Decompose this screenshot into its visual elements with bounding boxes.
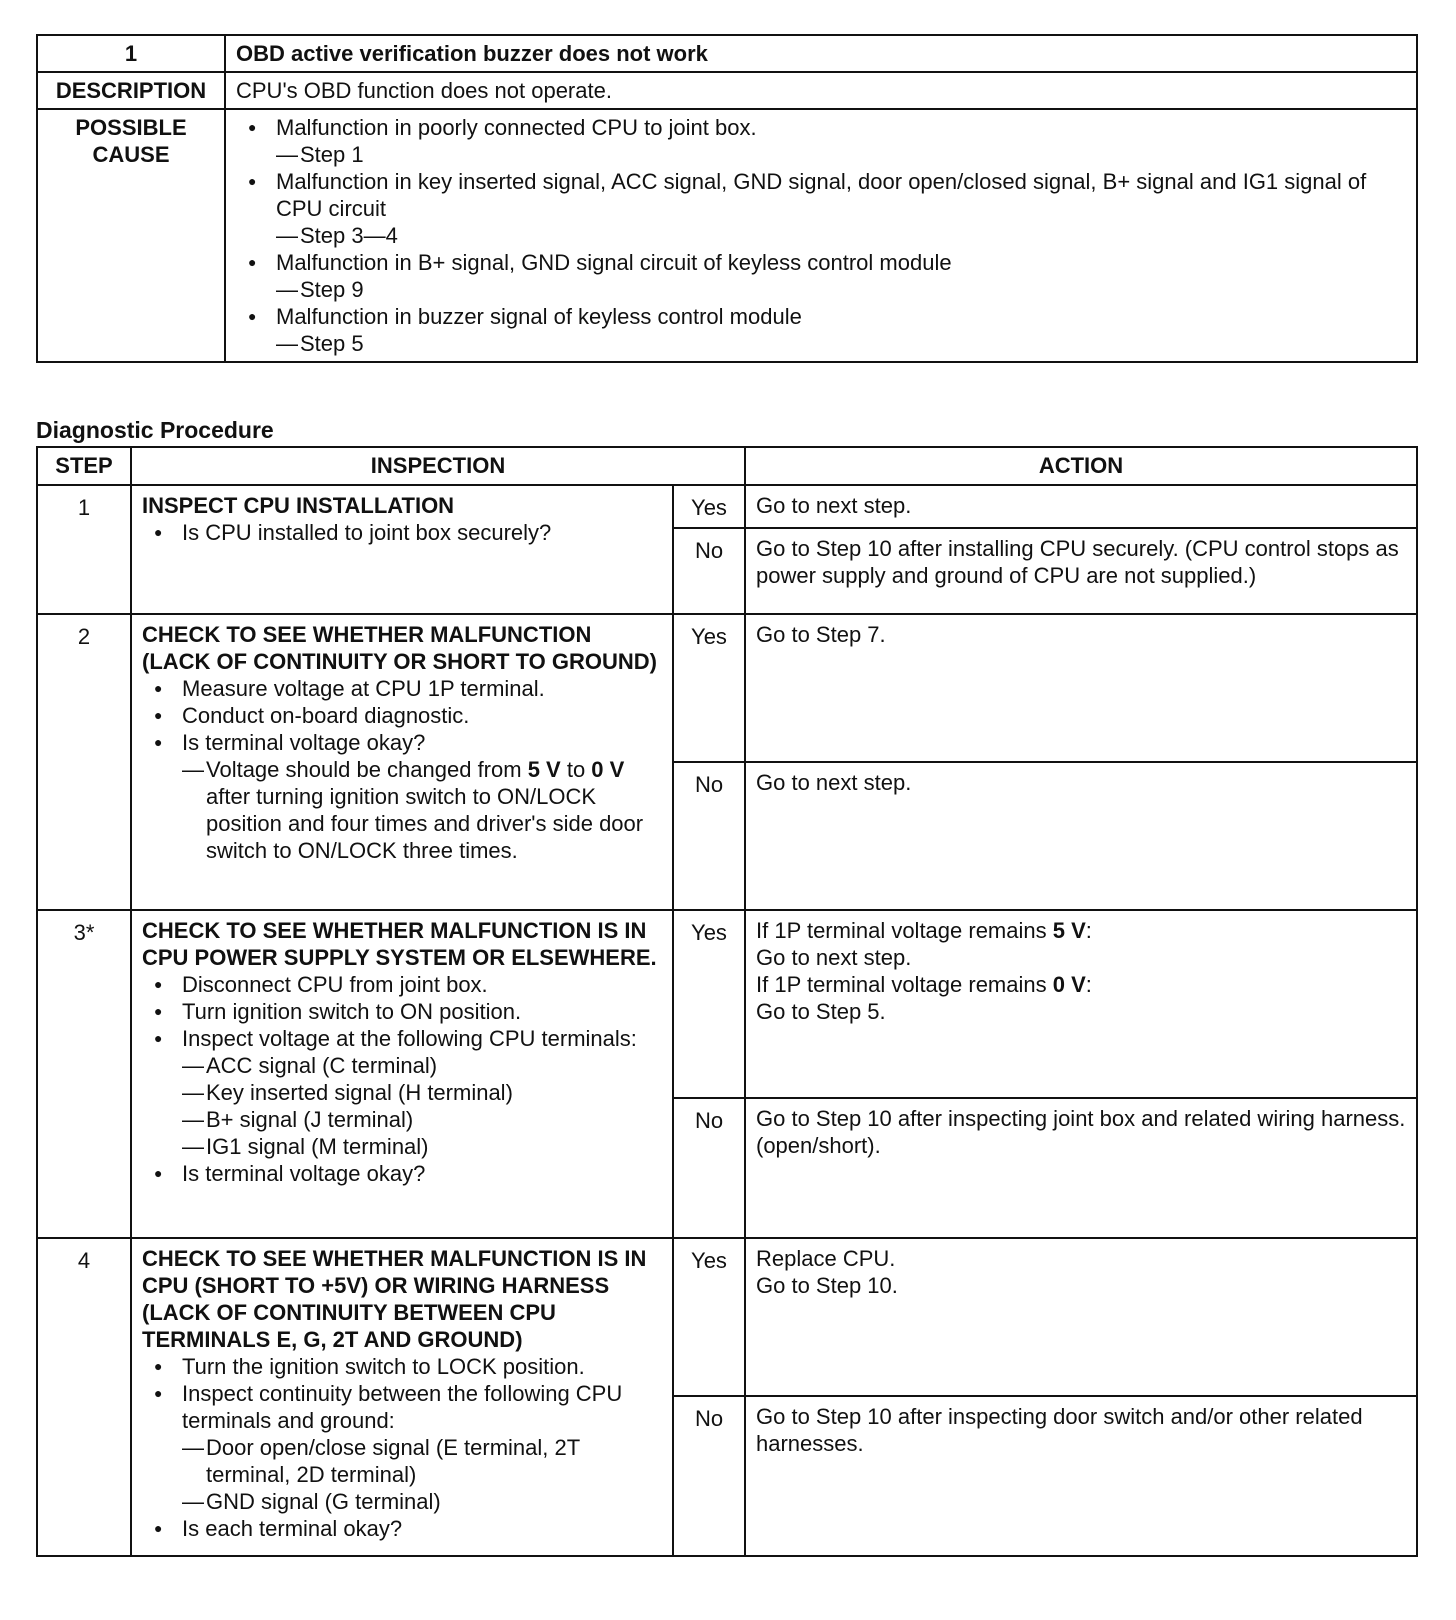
step-number: 1 <box>37 485 131 614</box>
cause-step-ref: — Step 1 <box>276 141 1406 168</box>
description-text: CPU's OBD function does not operate. <box>225 72 1417 109</box>
info-table <box>36 34 1418 363</box>
no-label: No <box>673 762 745 910</box>
possible-cause-label: POSSIBLE CAUSE <box>37 109 225 362</box>
inspection-item: ● Is each terminal okay? <box>142 1515 662 1542</box>
no-action: Go to next step. <box>745 762 1417 910</box>
no-label: No <box>673 1098 745 1238</box>
yes-action: Go to Step 7. <box>745 614 1417 762</box>
header-step: STEP <box>37 447 131 485</box>
no-action: Go to Step 10 after installing CPU securely. (CPU control stops as power supply and ground of CPU are not supplied.) <box>745 528 1417 614</box>
step-inspection <box>131 1238 673 1556</box>
table-row <box>37 614 1417 762</box>
cause-item: ● Malfunction in poorly connected CPU to joint box. — Step 1 <box>236 114 1406 168</box>
description-label: DESCRIPTION <box>37 72 225 109</box>
inspection-item: ● Turn the ignition switch to LOCK position. <box>142 1353 662 1380</box>
step-title: CHECK TO SEE WHETHER MALFUNCTION (LACK OF CONTINUITY OR SHORT TO GROUND) <box>142 622 657 674</box>
cause-step-ref: — Step 5 <box>276 330 1406 357</box>
no-label: No <box>673 1396 745 1556</box>
no-label: No <box>673 528 745 614</box>
procedure-heading: Diagnostic Procedure <box>36 417 274 443</box>
header-inspection: INSPECTION <box>131 447 745 485</box>
cause-step-ref: — Step 9 <box>276 276 1406 303</box>
yes-label: Yes <box>673 614 745 762</box>
inspection-item: ● Disconnect CPU from joint box. <box>142 971 662 998</box>
step-title: CHECK TO SEE WHETHER MALFUNCTION IS IN CPU (SHORT TO +5V) OR WIRING HARNESS (LACK OF CONTINUITY BETWEEN CPU TERMINALS E, G, 2T AND GROUND) <box>142 1246 647 1352</box>
cause-item: ● Malfunction in key inserted signal, ACC signal, GND signal, door open/closed signal, B+ signal and IG1 signal of CPU circuit — Step 3—4 <box>236 168 1406 249</box>
table-row <box>37 1238 1417 1396</box>
yes-action: If 1P terminal voltage remains 5 V: Go to next step. If 1P terminal voltage remains 0 V: Go to Step 5. <box>745 910 1417 1098</box>
procedure-table <box>36 446 1418 1557</box>
procedure-header-row <box>37 447 1417 485</box>
yes-label: Yes <box>673 1238 745 1396</box>
cause-item: ● Malfunction in buzzer signal of keyless control module — Step 5 <box>236 303 1406 357</box>
cause-item: ● Malfunction in B+ signal, GND signal circuit of keyless control module — Step 9 <box>236 249 1406 303</box>
yes-action: Go to next step. <box>745 485 1417 528</box>
info-title: OBD active verification buzzer does not work <box>225 35 1417 72</box>
possible-cause-list <box>225 109 1417 362</box>
step-number: 3* <box>37 910 131 1238</box>
cause-step-ref: — Step 3—4 <box>276 222 1406 249</box>
inspection-item: ● Is terminal voltage okay? <box>142 1160 662 1187</box>
yes-label: Yes <box>673 910 745 1098</box>
step-title: CHECK TO SEE WHETHER MALFUNCTION IS IN CPU POWER SUPPLY SYSTEM OR ELSEWHERE. <box>142 918 657 970</box>
inspection-item: ● Measure voltage at CPU 1P terminal. <box>142 675 662 702</box>
table-row <box>37 485 1417 528</box>
inspection-subitem: — ACC signal (C terminal) <box>182 1052 662 1079</box>
inspection-item: ● Is CPU installed to joint box securely? <box>142 519 662 546</box>
info-title-row <box>37 35 1417 72</box>
inspection-subitem: — Key inserted signal (H terminal) <box>182 1079 662 1106</box>
step-inspection <box>131 910 673 1238</box>
inspection-item: ● Inspect voltage at the following CPU terminals: — ACC signal (C terminal) — Key inserted signal (H terminal) — B+ signal (J terminal) — IG1 signal (M terminal) <box>142 1025 662 1160</box>
no-action: Go to Step 10 after inspecting door switch and/or other related harnesses. <box>745 1396 1417 1556</box>
step-inspection <box>131 614 673 910</box>
header-action: ACTION <box>745 447 1417 485</box>
yes-action: Replace CPU. Go to Step 10. <box>745 1238 1417 1396</box>
table-row <box>37 910 1417 1098</box>
inspection-item: ● Turn ignition switch to ON position. <box>142 998 662 1025</box>
info-number: 1 <box>37 35 225 72</box>
possible-cause-row <box>37 109 1417 362</box>
step-number: 2 <box>37 614 131 910</box>
step-inspection <box>131 485 673 614</box>
inspection-item: ● Is terminal voltage okay? — Voltage should be changed from 5 V to 0 V after turning ignition switch to ON/LOCK position and four times and driver's side door switch to ON/LOCK three times. <box>142 729 662 864</box>
step-number: 4 <box>37 1238 131 1556</box>
no-action: Go to Step 10 after inspecting joint box and related wiring harness. (open/short). <box>745 1098 1417 1238</box>
inspection-subitem: — GND signal (G terminal) <box>182 1488 662 1515</box>
step-title: INSPECT CPU INSTALLATION <box>142 493 455 518</box>
inspection-note: — Voltage should be changed from 5 V to 0 V after turning ignition switch to ON/LOCK position and four times and driver's side door switch to ON/LOCK three times. <box>182 756 662 864</box>
inspection-item: ● Conduct on-board diagnostic. <box>142 702 662 729</box>
inspection-subitem: — IG1 signal (M terminal) <box>182 1133 662 1160</box>
info-description-row <box>37 72 1417 109</box>
inspection-subitem: — B+ signal (J terminal) <box>182 1106 662 1133</box>
inspection-item: ● Inspect continuity between the following CPU terminals and ground: — Door open/close signal (E terminal, 2T terminal, 2D terminal) — GND signal (G terminal) <box>142 1380 662 1515</box>
inspection-subitem: — Door open/close signal (E terminal, 2T terminal, 2D terminal) <box>182 1434 662 1488</box>
yes-label: Yes <box>673 485 745 528</box>
